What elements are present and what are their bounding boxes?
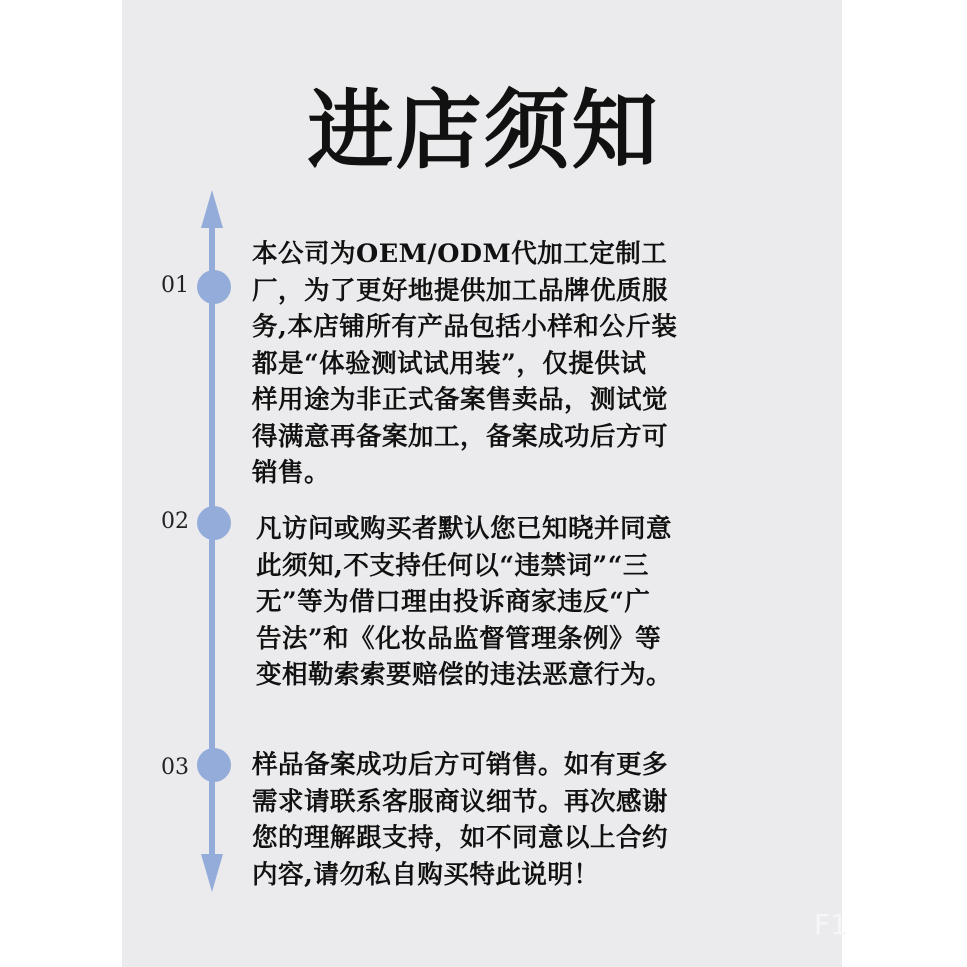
step-number-1: 01	[161, 273, 189, 298]
timeline-dot-2	[197, 506, 231, 540]
arrow-up-icon	[201, 190, 223, 228]
step-text-1: 本公司为OEM/ODM代加工定制工 厂，为了更好地提供加工品牌优质服 务,本店铺所有产品包括小样和公斤装 都是“体验测试试用装”，仅提供试 样用途为非正式备案售卖品，测试觉 得满意再备案加工，备案成功后方可 销售。	[252, 239, 678, 488]
timeline-dot-3	[197, 748, 231, 782]
arrow-down-icon	[201, 854, 223, 892]
step-text-2: 凡访问或购买者默认您已知晓并同意 此须知,不支持任何以“违禁词”“三 无”等为借口理由投诉商家违反“广 告法”和《化妆品监督管理条例》等 变相勒索索要赔偿的违法恶意行为。	[256, 514, 673, 690]
step-number-2: 02	[161, 509, 189, 534]
watermark: F1	[814, 908, 848, 941]
step-number-3: 03	[161, 755, 189, 780]
page-title: 进店须知	[307, 80, 660, 181]
timeline-dot-1	[197, 270, 231, 304]
step-text-3: 样品备案成功后方可销售。如有更多 需求请联系客服商议细节。再次感谢 您的理解跟支持，如不同意以上合约 内容,请勿私自购买特此说明！	[252, 750, 669, 890]
